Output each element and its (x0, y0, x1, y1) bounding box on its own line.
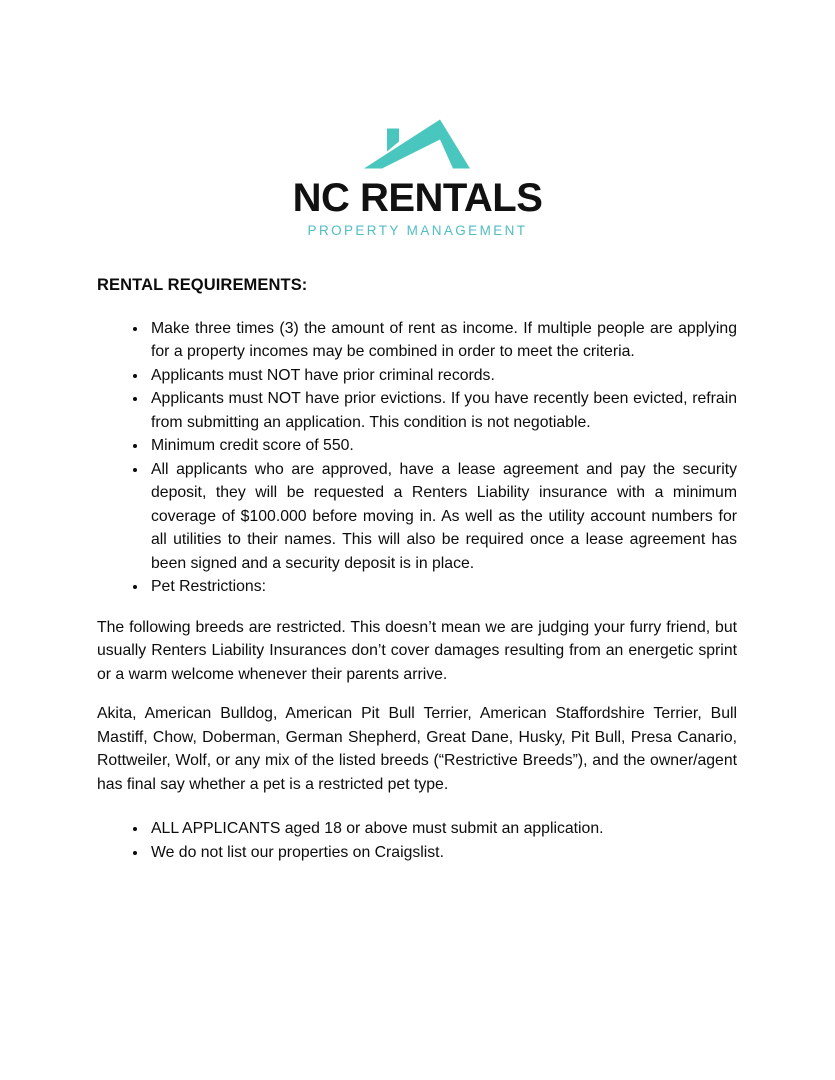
company-tagline: PROPERTY MANAGEMENT (307, 223, 528, 238)
house-roof-icon (362, 117, 474, 171)
company-logo (0, 117, 835, 238)
list-item: • ALL APPLICANTS aged 18 or above must submit an application. (148, 817, 737, 841)
restricted-breeds-list-paragraph: Akita, American Bulldog, American Pit Bull Terrier, American Staffordshire Terrier, Bull Mastiff, Chow, Doberman, German Shepherd, Great Dane, Husky, Pit Bull, Presa Canario, Rottweiler, Wolf, or any mix of the listed breeds (“Restrictive Breeds”), and the owner/agent has final say whether a pet is a restricted pet type. (97, 705, 737, 793)
notes-list (97, 817, 737, 864)
document-body (97, 274, 737, 864)
page-title: RENTAL REQUIREMENTS: (97, 276, 308, 294)
list-item: • Pet Restrictions: (148, 575, 737, 599)
list-item: • Minimum credit score of 550. (148, 434, 737, 458)
list-item: • We do not list our properties on Craigslist. (148, 841, 737, 865)
list-item: • Applicants must NOT have prior criminal records. (148, 364, 737, 388)
requirements-list (97, 317, 737, 599)
restricted-breeds-intro-paragraph: The following breeds are restricted. This doesn’t mean we are judging your furry friend, but usually Renters Liability Insurances don’t cover damages resulting from an energetic sprint or a warm welcome whenever their parents arrive. (97, 618, 737, 683)
list-item: • Applicants must NOT have prior evictions. If you have recently been evicted, refrain from submitting an application. This condition is not negotiable. (148, 387, 737, 434)
roof-shape (364, 120, 470, 169)
list-item: • All applicants who are approved, have a lease agreement and pay the security deposit, they will be requested a Renters Liability insurance with a minimum coverage of $100.000 before moving in. As well as the utility account numbers for all utilities to their names. This will also be required once a lease agreement has been signed and a security deposit is in place. (148, 458, 737, 576)
company-name: NC RENTALS (292, 176, 543, 220)
list-item: • Make three times (3) the amount of rent as income. If multiple people are applying for a property incomes may be combined in order to meet the criteria. (148, 317, 737, 364)
